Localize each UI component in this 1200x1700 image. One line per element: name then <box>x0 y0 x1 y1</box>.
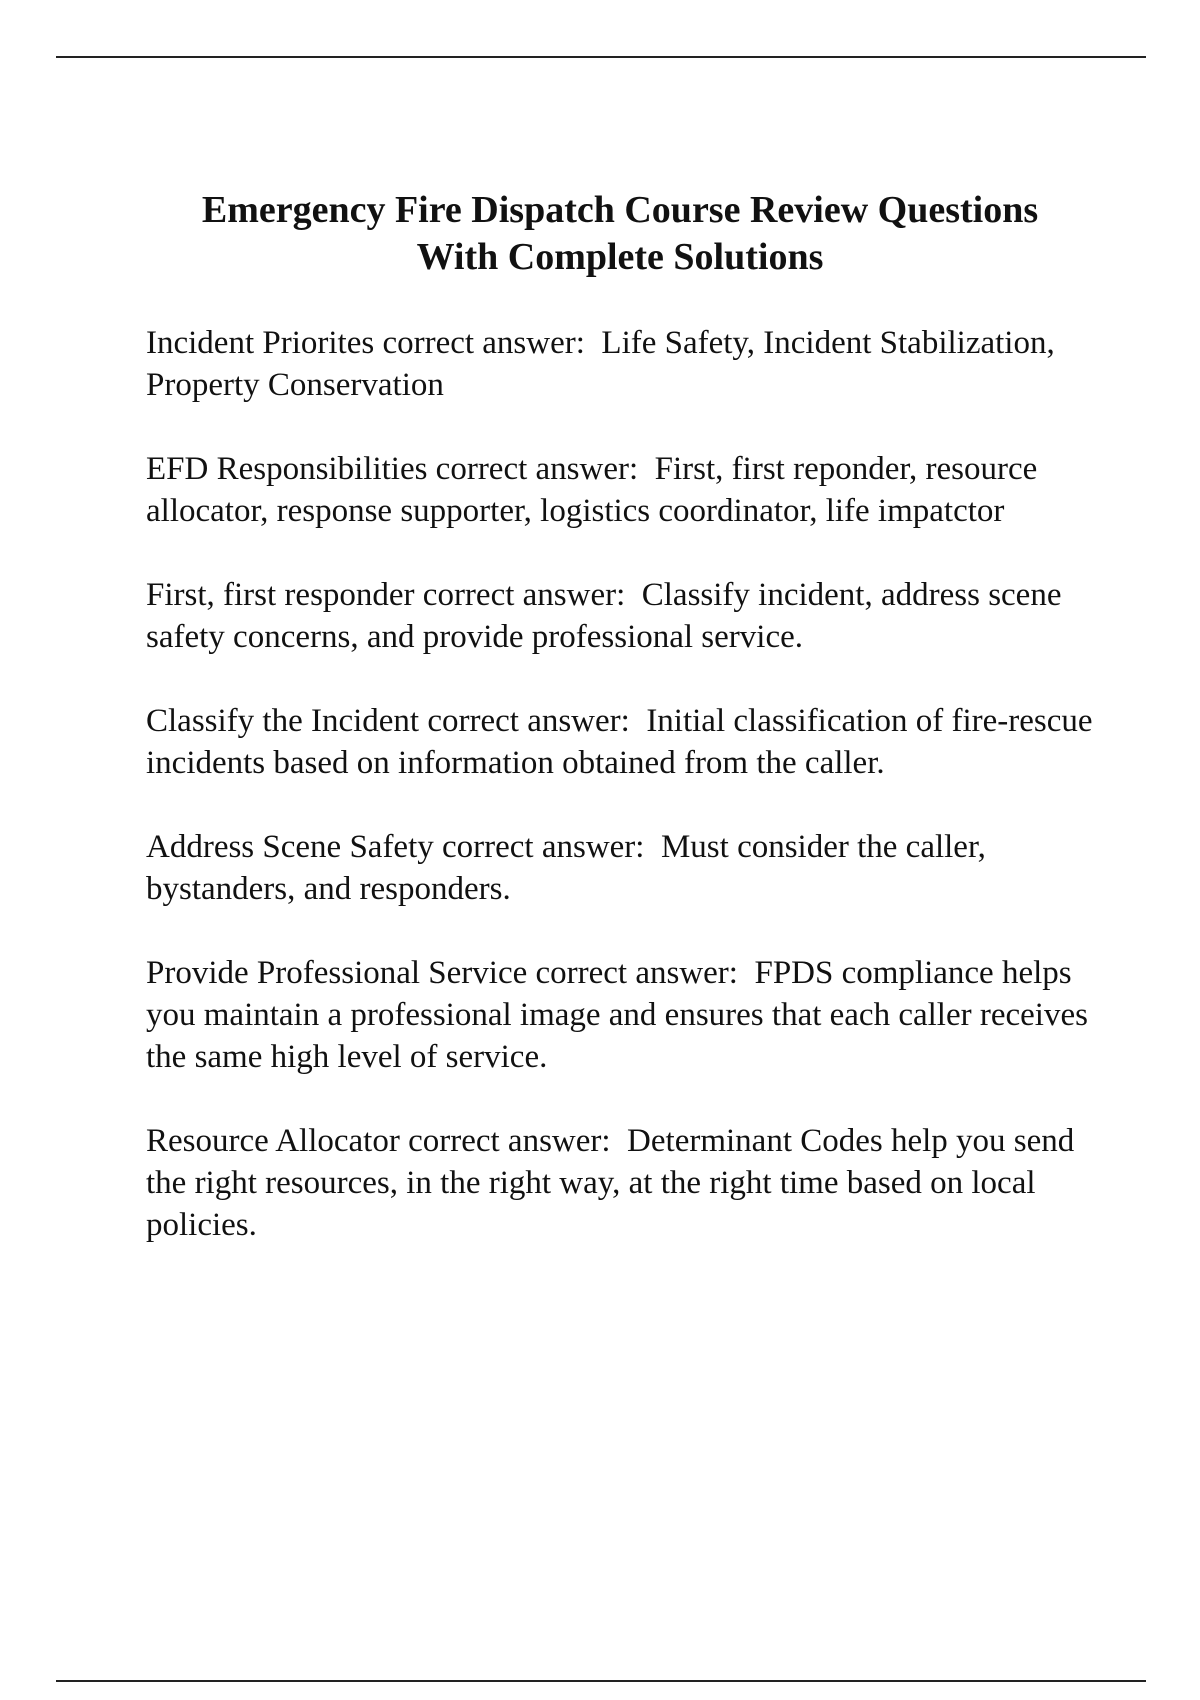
document-title <box>130 187 1110 281</box>
title-line-2: With Complete Solutions <box>416 236 824 278</box>
qa-entry-incident-priorities: Incident Priorites correct answer: Life Safety, Incident Stabilization, Property Conservation <box>146 325 1063 403</box>
top-rule <box>56 56 1146 58</box>
qa-entry-resource-allocator: Resource Allocator correct answer: Determinant Codes help you send the right resources, in the right way, at the right time based on local policies. <box>146 1123 1083 1243</box>
qa-entry-classify-incident: Classify the Incident correct answer: Initial classification of fire-rescue incidents based on information obtained from the caller. <box>146 703 1101 781</box>
qa-entry-address-scene-safety: Address Scene Safety correct answer: Must consider the caller, bystanders, and responders. <box>146 829 995 907</box>
title-line-1: Emergency Fire Dispatch Course Review Questions <box>201 189 1039 231</box>
qa-list <box>146 322 1106 1288</box>
qa-entry-efd-responsibilities: EFD Responsibilities correct answer: First, first reponder, resource allocator, response supporter, logistics coordinator, life impatctor <box>146 451 1046 529</box>
qa-entry-first-responder: First, first responder correct answer: Classify incident, address scene safety concerns, and provide professional service. <box>146 577 1070 655</box>
bottom-rule <box>56 1680 1146 1682</box>
qa-entry-professional-service: Provide Professional Service correct answer: FPDS compliance helps you maintain a professional image and ensures that each caller receives the same high level of service. <box>146 955 1097 1075</box>
